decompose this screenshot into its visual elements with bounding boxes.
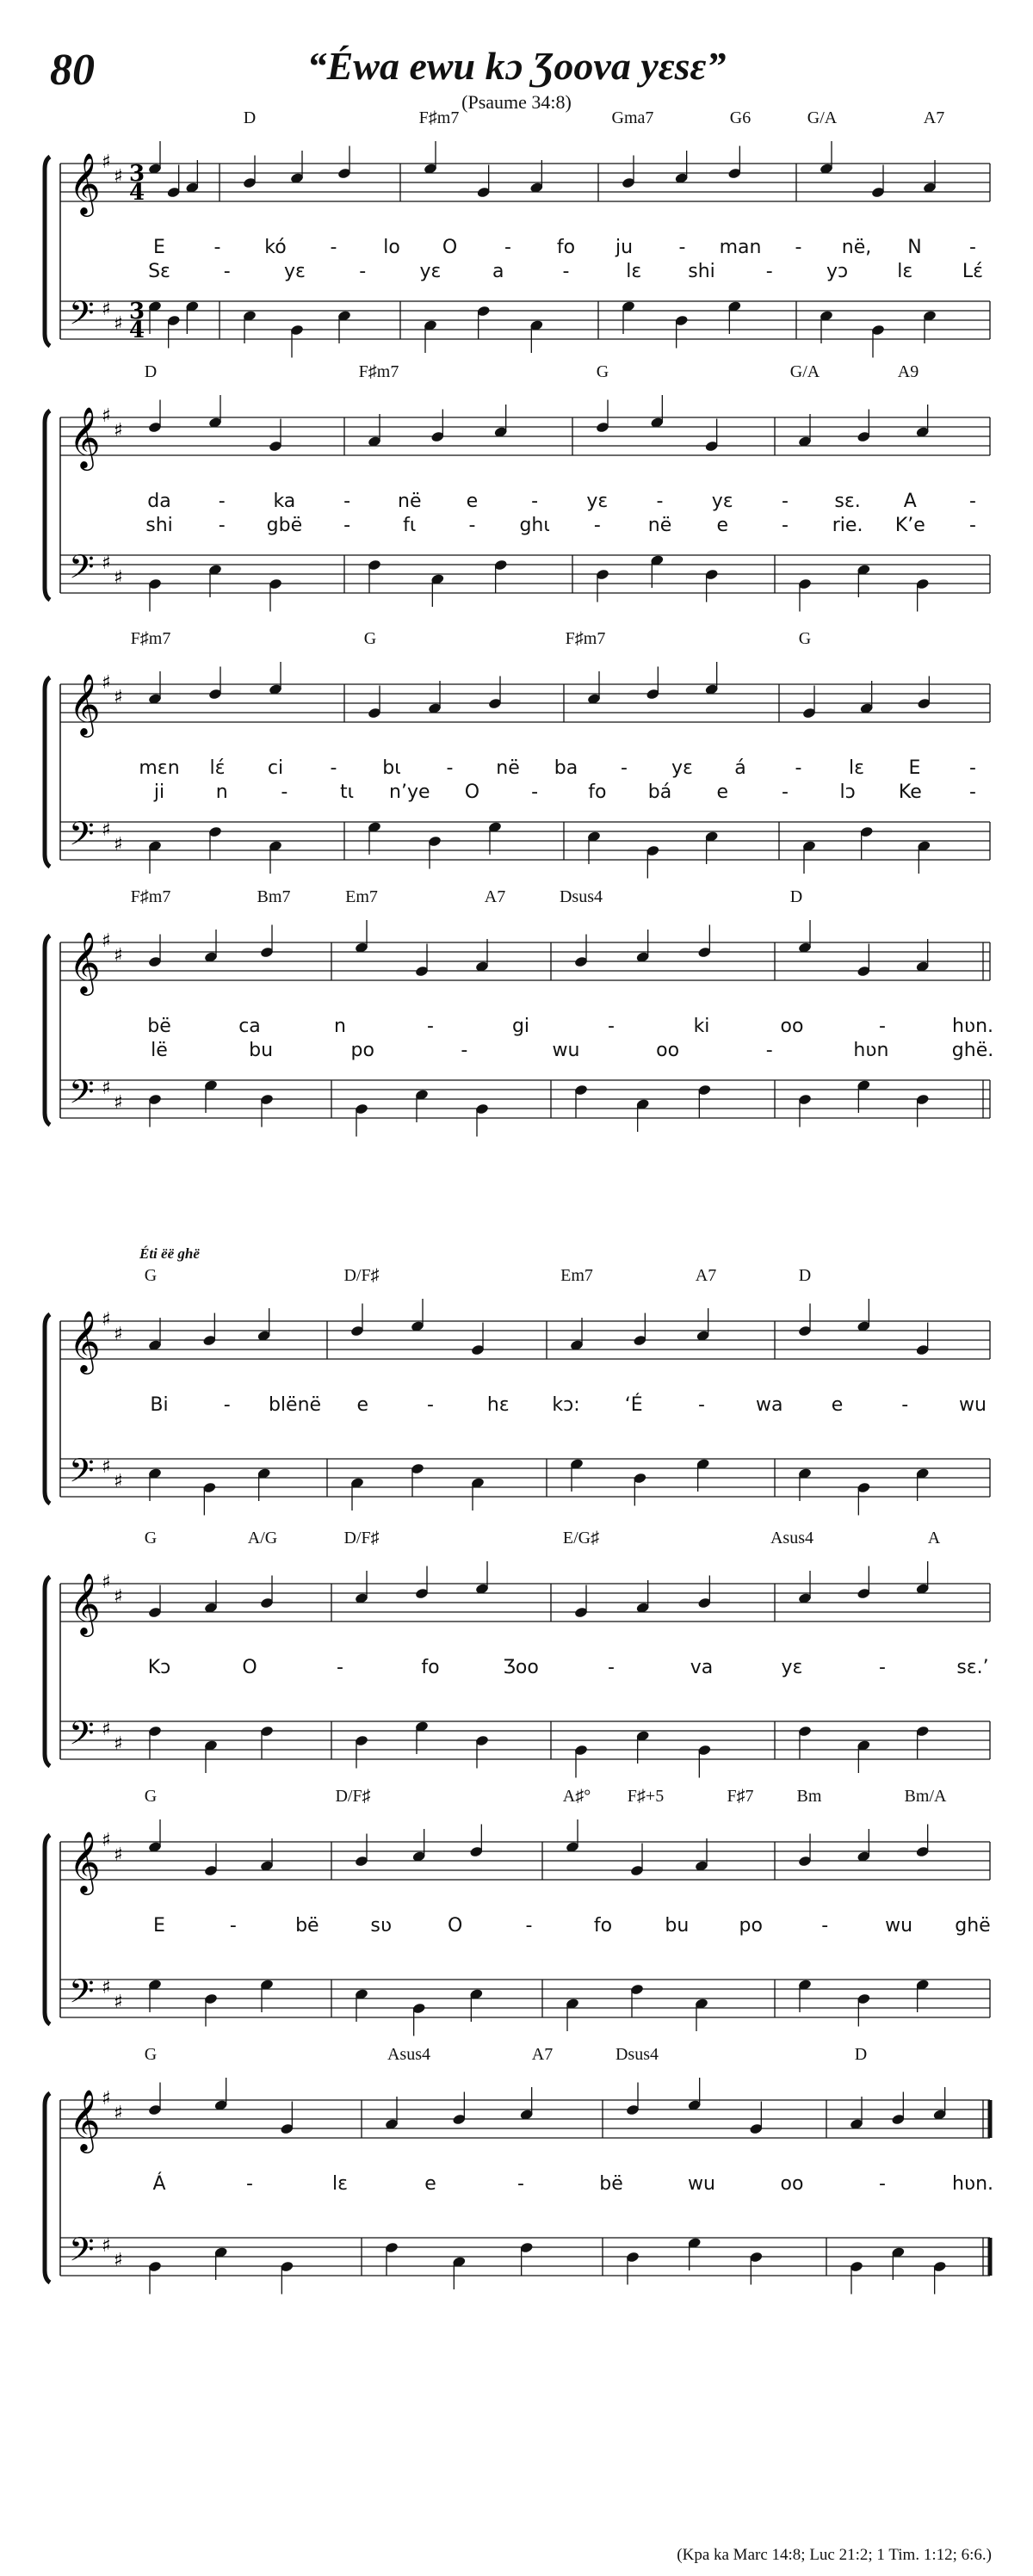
chord-symbol: Bm/A [904,1787,947,1806]
chord-symbol: G/A [789,362,820,381]
lyric-syllable: yɛ [284,261,306,282]
chord-symbol: Em7 [345,887,378,906]
lyric-syllable: - [781,515,789,536]
treble-staff [60,1321,990,1359]
lyric-syllable: në, [841,237,872,258]
lyric-syllable: Ʒoo [503,1657,539,1678]
lyric-syllable: oo [780,1016,804,1037]
lyric-syllable: ghë. [951,1040,994,1061]
chord-symbol: Dsus4 [615,2045,659,2064]
lyric-syllable: tɩ [340,781,355,803]
lyric-syllable: - [901,1394,909,1416]
lyric-syllable: lɛ [331,2173,349,2195]
bass-clef-icon: 𝄢 [69,1072,95,1119]
chord-symbol: Dsus4 [559,887,603,906]
svg-text:♯: ♯ [102,1719,111,1740]
chord-symbol: G [363,629,377,648]
treble-staff [60,684,990,722]
lyric-syllable: kɔ: [552,1394,580,1416]
lyric-syllable: - [656,491,664,512]
lyric-syllable: Á [152,2173,166,2195]
lyric-syllable: rie. [832,515,863,536]
lyric-syllable: - [461,1040,468,1061]
lyric-syllable: da [147,491,171,512]
lyric-syllable: wu [688,2173,715,2195]
chord-symbol: E/G♯ [562,1529,600,1547]
lyric-syllable: shi [688,261,715,282]
svg-text:♯: ♯ [114,1092,123,1114]
lyric-syllable: ghë [955,1915,991,1937]
chord-symbol: A9 [897,362,919,381]
bass-clef-icon: 𝄢 [69,1451,95,1498]
lyric-syllable: - [969,781,976,803]
lyric-syllable: yɛ [711,491,733,512]
lyric-syllable: O [242,1657,257,1678]
svg-text:♯: ♯ [114,420,123,442]
lyric-syllable: e [424,2173,436,2195]
lyric-syllable: wa [756,1394,783,1416]
lyric-syllable: - [246,2173,253,2195]
lyric-line-2 [0,515,1033,541]
chord-symbol: F♯m7 [418,108,460,127]
lyric-syllable: - [504,237,511,258]
lyric-syllable: sɛ. [834,491,861,512]
lyric-syllable: yɔ [826,261,849,282]
lyric-syllable: A [903,491,917,512]
lyric-syllable: - [795,237,802,258]
hymn-number: 80 [50,46,95,95]
lyric-syllable: fɩ [403,515,417,536]
lyric-syllable: - [359,261,367,282]
lyric-syllable: gbë [266,515,303,536]
svg-text:♯: ♯ [102,553,111,574]
lyric-syllable: wu [885,1915,913,1937]
lyric-syllable: bë [599,2173,623,2195]
chord-symbol: D/F♯ [335,1787,371,1806]
lyric-syllable: lɛ [897,261,913,282]
lyric-syllable: - [343,515,351,536]
lyric-syllable: - [337,1657,343,1678]
lyric-line-1 [0,757,1033,783]
lyric-syllable: á [734,757,746,779]
chord-symbol: F♯m7 [358,362,399,381]
chord-symbol: G [144,1266,158,1285]
lyric-syllable: - [698,1394,705,1416]
lyric-syllable: fo [593,1915,613,1937]
treble-staff [60,1584,990,1622]
lyric-syllable: lo [383,237,400,258]
svg-text:♯: ♯ [114,1992,123,2013]
time-signature-numerator: 3 [129,299,145,324]
lyric-syllable: - [446,757,454,779]
lyric-syllable: bɩ [382,757,401,779]
lyric-syllable: Ke [898,781,922,803]
chord-symbol: D [789,887,803,906]
chord-symbol: Bm7 [257,887,291,906]
lyric-syllable: ba [554,757,578,779]
lyric-syllable: E [153,1915,165,1937]
lyric-syllable: ji [153,781,165,803]
bass-staff [60,2238,990,2276]
lyric-syllable: lɛ [626,261,642,282]
lyric-syllable: - [531,781,539,803]
lyric-syllable: - [969,491,976,512]
lyric-syllable: ‘É [624,1394,643,1416]
chord-symbol: D [854,2045,868,2064]
treble-staff [60,942,990,980]
bass-clef-icon: 𝄢 [69,1714,95,1760]
lyric-line-1 [0,2173,1033,2199]
lyric-line-1 [0,237,1033,263]
treble-clef-icon: 𝄞 [69,1830,101,1893]
lyric-syllable: - [608,1016,615,1037]
chord-symbol: F♯m7 [130,887,171,906]
lyric-syllable: bu [249,1040,274,1061]
chord-symbol: F♯+5 [627,1787,665,1806]
lyric-syllable: në [398,491,422,512]
lyric-syllable: ju [615,237,634,258]
score-system-2 [0,362,1033,641]
lyric-syllable: hʋn [853,1040,889,1061]
lyric-syllable: - [223,1394,231,1416]
chord-symbol: A7 [531,2045,554,2064]
lyric-syllable: e [831,1394,844,1416]
bass-clef-icon: 𝄢 [69,1972,95,2018]
lyric-syllable: - [223,261,231,282]
chord-symbol: Gma7 [611,108,654,127]
lyric-syllable: në [496,757,520,779]
lyric-syllable: - [218,515,226,536]
lyric-syllable: ka [273,491,296,512]
lyric-syllable: e [716,515,728,536]
lyric-syllable: fo [588,781,607,803]
lyric-line-2 [0,1040,1033,1066]
score-system-1 [0,108,1033,387]
lyric-syllable: O [442,237,458,258]
lyric-syllable: - [879,1016,886,1037]
lyric-syllable: mɛn [139,757,180,779]
svg-text:♯: ♯ [102,819,111,841]
lyric-syllable: kó [264,237,287,258]
chord-symbol: F♯m7 [130,629,171,648]
svg-text:♯: ♯ [114,1324,123,1345]
svg-text:♯: ♯ [114,313,123,335]
lyric-syllable: fo [556,237,576,258]
lyric-syllable: ca [238,1016,261,1037]
chord-symbol: D/F♯ [343,1529,380,1547]
lyric-syllable: - [229,1915,237,1937]
lyric-line-1 [0,1394,1033,1420]
svg-text:♯: ♯ [114,945,123,967]
lyric-syllable: - [330,237,337,258]
lyric-line-1 [0,491,1033,516]
score-system-7 [0,1787,1033,2066]
lyric-syllable: - [621,757,628,779]
lyric-syllable: sʋ [370,1915,393,1937]
treble-clef-icon: 𝄞 [69,1572,101,1634]
bass-clef-icon: 𝄢 [69,547,95,594]
lyric-syllable: - [593,515,601,536]
chord-symbol: Bm [796,1787,822,1806]
lyric-syllable: yɛ [586,491,609,512]
svg-text:♯: ♯ [102,2088,111,2110]
lyric-syllable: - [765,261,773,282]
lyric-syllable: bá [647,781,672,803]
bass-clef-icon: 𝄢 [69,814,95,861]
svg-text:♯: ♯ [102,1078,111,1099]
lyric-syllable: bu [665,1915,690,1937]
bass-staff [60,555,990,593]
svg-text:♯: ♯ [114,687,123,708]
lyric-syllable: - [969,515,976,536]
lyric-line-1 [0,1657,1033,1683]
lyric-syllable: - [879,2173,886,2195]
lyric-syllable: - [525,1915,533,1937]
lyric-syllable: blënë [268,1394,322,1416]
lyric-line-1 [0,1915,1033,1941]
treble-clef-icon: 𝄞 [69,1309,101,1372]
lyric-syllable: - [969,757,976,779]
lyric-syllable: N [907,237,922,258]
lyric-syllable: po [739,1915,763,1937]
svg-text:♯: ♯ [102,405,111,427]
bass-clef-icon: 𝄢 [69,293,95,340]
svg-text:♯: ♯ [102,930,111,952]
lyric-syllable: shi [145,515,173,536]
chord-symbol: G [144,1787,158,1806]
svg-text:♯: ♯ [102,1977,111,1998]
svg-text:♯: ♯ [114,1844,123,1866]
score-system-6 [0,1529,1033,1807]
lyric-syllable: yɛ [671,757,693,779]
svg-text:♯: ♯ [102,299,111,320]
tempo-marking: Éti ëë ghë [139,1245,200,1262]
lyric-syllable: wu [959,1394,987,1416]
chord-symbol: F♯m7 [565,629,606,648]
lyric-syllable: sɛ.’ [956,1657,989,1678]
chord-symbol: G [596,362,609,381]
lyric-syllable: hɛ [486,1394,510,1416]
treble-staff [60,1842,990,1880]
lyric-syllable: lɛ [848,757,865,779]
lyric-syllable: bë [147,1016,171,1037]
chord-symbol: D/F♯ [343,1266,380,1285]
chord-symbol: A7 [923,108,945,127]
svg-text:♯: ♯ [114,1586,123,1608]
lyric-syllable: E [908,757,921,779]
svg-text:♯: ♯ [102,2235,111,2257]
lyric-syllable: - [468,515,476,536]
lyric-syllable: e [356,1394,369,1416]
scripture-references: (Kpa ka Marc 14:8; Luc 21:2; 1 Tim. 1:12; 6:6.) [677,2546,992,2564]
svg-text:♯: ♯ [102,672,111,694]
lyric-syllable: lɔ [839,781,856,803]
lyric-syllable: ghɩ [519,515,550,536]
time-signature-denominator: 4 [129,180,145,206]
treble-clef-icon: 𝄞 [69,672,101,735]
treble-clef-icon: 𝄞 [69,930,101,993]
chord-symbol: D [144,362,158,381]
lyric-syllable: po [350,1040,374,1061]
lyric-syllable: - [765,1040,773,1061]
lyric-syllable: - [969,237,976,258]
chord-symbol: F♯7 [727,1787,754,1806]
svg-text:♯: ♯ [114,166,123,188]
lyric-syllable: fo [421,1657,440,1678]
chord-symbol: A [927,1529,941,1547]
chord-symbol: Asus4 [387,2045,431,2064]
lyric-syllable: E [153,237,165,258]
bass-staff [60,301,990,339]
bass-clef-icon: 𝄢 [69,2230,95,2276]
lyric-syllable: Lɛ́ [962,261,984,282]
bass-staff [60,1459,990,1497]
lyric-syllable: - [218,491,226,512]
svg-text:♯: ♯ [114,1733,123,1755]
lyric-syllable: oo [780,2173,804,2195]
chord-symbol: A7 [695,1266,717,1285]
bass-staff [60,1980,990,2017]
lyric-syllable: n [215,781,228,803]
lyric-syllable: a [492,261,504,282]
treble-staff [60,164,990,201]
hymn-title: “Éwa ewu kɔ Ʒoova yɛsɛ” [306,44,727,88]
bass-staff [60,822,990,860]
svg-text:♯: ♯ [114,2250,123,2271]
lyric-syllable: yɛ [781,1657,803,1678]
lyric-syllable: - [281,781,288,803]
chord-symbol: G [144,2045,158,2064]
lyric-syllable: e [466,491,479,512]
chord-symbol: D [798,1266,812,1285]
score-system-5 [0,1245,1033,1545]
lyric-syllable: hʋn. [951,2173,994,2195]
lyric-syllable: - [781,491,789,512]
lyric-syllable: K’e [894,515,925,536]
chord-symbol: A/G [247,1529,278,1547]
chord-symbol: A7 [484,887,506,906]
chord-symbol: G [798,629,812,648]
lyric-syllable: - [517,2173,524,2195]
svg-text:♯: ♯ [102,1830,111,1851]
lyric-syllable: - [427,1394,434,1416]
lyric-syllable: Sɛ [148,261,170,282]
lyric-line-1 [0,1016,1033,1041]
score-system-4 [0,887,1033,1166]
bass-staff [60,1721,990,1759]
scripture-subtitle: (Psaume 34:8) [461,91,572,113]
chord-symbol: G [144,1529,158,1547]
lyric-syllable: wu [552,1040,580,1061]
chord-symbol: G/A [807,108,838,127]
chord-symbol: G6 [729,108,752,127]
svg-text:♯: ♯ [102,151,111,173]
lyric-syllable: va [690,1657,714,1678]
treble-staff [60,417,990,455]
lyric-syllable: - [678,237,686,258]
lyric-syllable: yɛ [419,261,442,282]
lyric-syllable: gi [511,1016,530,1037]
svg-text:♯: ♯ [114,834,123,856]
lyric-line-2 [0,781,1033,807]
lyric-syllable: - [531,491,539,512]
treble-clef-icon: 𝄞 [69,405,101,468]
svg-text:♯: ♯ [102,1309,111,1331]
lyric-syllable: ci [267,757,284,779]
lyric-syllable: lɛ́ [209,757,226,779]
lyric-syllable: - [608,1657,615,1678]
lyric-syllable: ki [693,1016,710,1037]
lyric-syllable: - [213,237,221,258]
svg-text:♯: ♯ [114,1471,123,1492]
lyric-syllable: e [716,781,728,803]
lyric-syllable: - [427,1016,434,1037]
lyric-syllable: Bi [150,1394,169,1416]
time-signature-denominator: 4 [129,318,145,343]
lyric-syllable: - [330,757,337,779]
svg-text:♯: ♯ [102,1456,111,1478]
treble-clef-icon: 𝄞 [69,151,101,214]
score-system-3 [0,629,1033,899]
time-signature-numerator: 3 [129,161,145,187]
lyric-syllable: man [719,237,762,258]
lyric-line-2 [0,261,1033,287]
lyric-syllable: - [343,491,351,512]
svg-text:♯: ♯ [102,1572,111,1593]
lyric-syllable: - [562,261,570,282]
lyric-syllable: bë [295,1915,319,1937]
lyric-syllable: - [879,1657,886,1678]
bass-staff [60,1080,990,1118]
lyric-syllable: në [647,515,672,536]
lyric-syllable: Kɔ [147,1657,171,1678]
treble-clef-icon: 𝄞 [69,2088,101,2151]
score-system-8 [0,2045,1033,2341]
chord-symbol: D [243,108,257,127]
lyric-syllable: - [781,781,789,803]
lyric-syllable: n’ye [389,781,430,803]
lyric-syllable: hʋn. [951,1016,994,1037]
chord-symbol: Asus4 [770,1529,814,1547]
lyric-syllable: lë [151,1040,168,1061]
svg-text:♯: ♯ [114,2103,123,2124]
lyric-syllable: - [795,757,802,779]
staff-system-graphics [0,2066,1033,2341]
svg-text:♯: ♯ [114,567,123,589]
lyric-syllable: - [821,1915,829,1937]
lyric-syllable: oo [656,1040,680,1061]
lyric-syllable: O [447,1915,463,1937]
chord-symbol: Em7 [560,1266,593,1285]
lyric-syllable: O [464,781,480,803]
lyric-syllable: n [334,1016,346,1037]
chord-symbol: A♯° [562,1787,591,1806]
